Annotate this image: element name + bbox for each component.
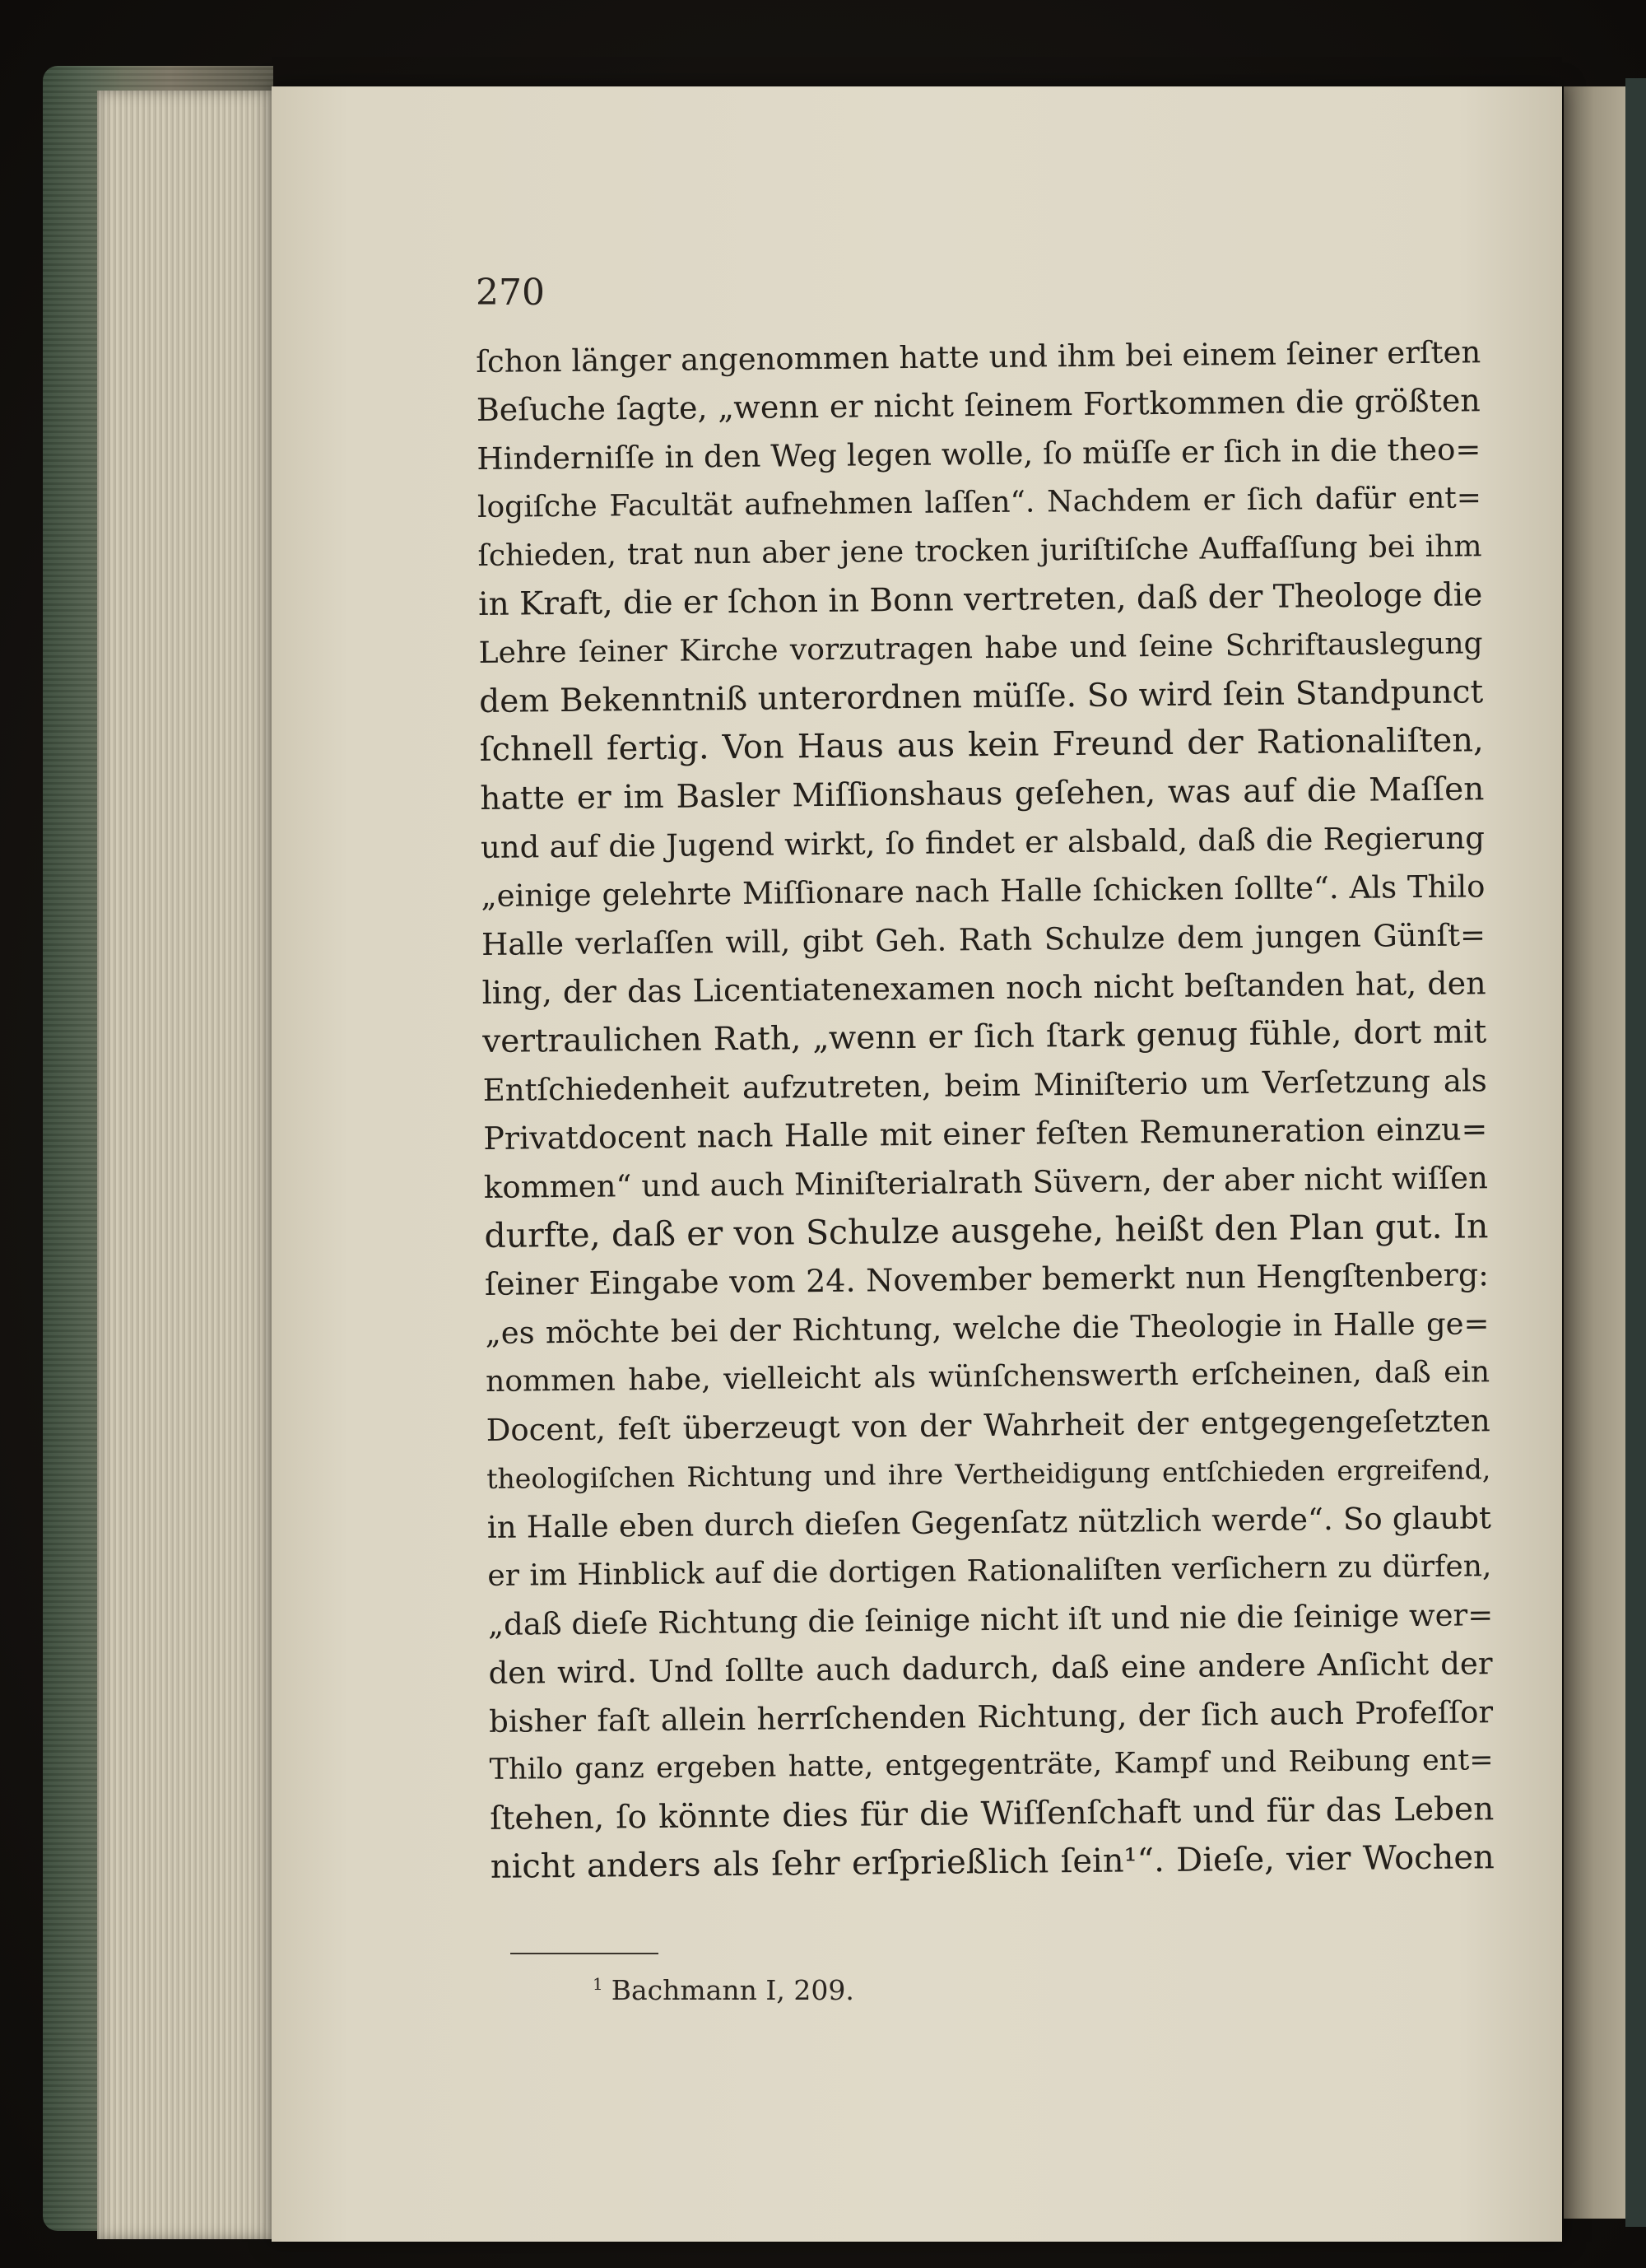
text-line: den wird. Und ſollte auch dadurch, daß eine andere Anſicht der: [488, 1646, 1493, 1691]
text-line: Hinderniſſe in den Weg legen wolle, ſo müſſe er ſich in die theo=: [477, 431, 1481, 477]
page-number: 270: [476, 272, 545, 314]
text-line: Halle verlaſſen will, gibt Geh. Rath Schulze dem jungen Günſt=: [481, 917, 1486, 962]
footnote-text: Bachmann I, 209.: [611, 1974, 854, 2006]
text-line: in Kraft, die er ſchon in Bonn vertreten, daß der Theologe die: [477, 576, 1483, 623]
text-line: und auf die Jugend wirkt, ſo findet er alsbald, daß die Regierung: [480, 820, 1486, 865]
footnote: [593, 1974, 854, 2006]
text-line: durfte, daß er von Schulze ausgehe, heißt den Plan gut. In: [484, 1206, 1489, 1255]
text-line: Entſchiedenheit aufzutreten, beim Miniſterio um Verſetzung als: [482, 1063, 1487, 1108]
text-line: ſchnell fertig. Von Haus aus kein Freund der Rationaliſten,: [479, 721, 1484, 769]
text-line: Thilo ganz ergeben hatte, entgegenträte, Kampf und Reibung ent=: [489, 1744, 1494, 1786]
text-line: „es möchte bei der Richtung, welche die Theologie in Halle ge=: [485, 1306, 1490, 1351]
footnote-marker: 1: [593, 1974, 603, 1994]
footnote-divider: [510, 1953, 658, 1954]
text-line: logiſche Facultät aufnehmen laſſen“. Nachdem er ſich dafür ent=: [477, 481, 1482, 524]
page-block-edges: [97, 91, 295, 2239]
text-line: er im Hinblick auf die dortigen Rationaliſten verſichern zu dürfen,: [487, 1549, 1492, 1593]
text-line: nommen habe, vielleicht als wünſchenswerth erſcheinen, daß ein: [485, 1355, 1490, 1399]
text-line: „daß dieſe Richtung die ſeinige nicht iſt und nie die ſeinige wer=: [487, 1597, 1494, 1642]
text-line: vertraulichen Rath, „wenn er ſich ſtark genug fühle, dort mit: [481, 1013, 1487, 1060]
right-cover-edge: [1625, 78, 1646, 2227]
text-line: kommen“ und auch Miniſterialrath Süvern, der aber nicht wiſſen: [483, 1160, 1489, 1205]
text-line: Lehre ſeiner Kirche vorzutragen habe und ſeine Schriftauslegung: [478, 626, 1483, 670]
text-line: Privatdocent nach Halle mit einer feſten Remuneration einzu=: [483, 1111, 1488, 1157]
text-line: ſtehen, ſo könnte dies für die Wiſſenſchaft und für das Leben: [490, 1791, 1495, 1837]
text-line: Beſuche ſagte, „wenn er nicht ſeinem Fortkommen die größten: [476, 382, 1481, 428]
text-line: ling, der das Licentiatenexamen noch nicht beſtanden hat, den: [481, 965, 1486, 1011]
text-line: Docent, feſt überzeugt von der Wahrheit der entgegengeſetzten: [486, 1403, 1490, 1448]
text-line: nicht anders als ſehr erſprießlich ſein¹“. Dieſe, vier Wochen: [490, 1838, 1495, 1886]
text-line: theologiſchen Richtung und ihre Vertheidigung entſchieden ergreifend,: [486, 1453, 1491, 1495]
body-text: [476, 328, 1495, 1892]
text-line: ſchon länger angenommen hatte und ihm bei einem ſeiner erſten: [476, 334, 1481, 380]
text-line: in Halle eben durch dieſen Gegenſatz nützlich werde“. So glaubt: [486, 1500, 1492, 1545]
text-line: dem Bekenntniß unterordnen müſſe. So wird ſein Standpunct: [479, 673, 1484, 720]
text-line: bisher faſt allein herrſchenden Richtung, der ſich auch Profeſſor: [488, 1694, 1494, 1739]
text-line: „einige gelehrte Miſſionare nach Halle ſchicken ſollte“. Als Thilo: [481, 869, 1486, 914]
text-line: ſchieden, trat nun aber jene trocken juriſtiſche Auffaſſung bei ihm: [477, 529, 1482, 573]
text-line: ſeiner Eingabe vom 24. November bemerkt nun Hengſtenberg:: [484, 1256, 1490, 1302]
text-line: hatte er im Basler Miſſionshaus geſehen, was auf die Maſſen: [480, 771, 1485, 817]
